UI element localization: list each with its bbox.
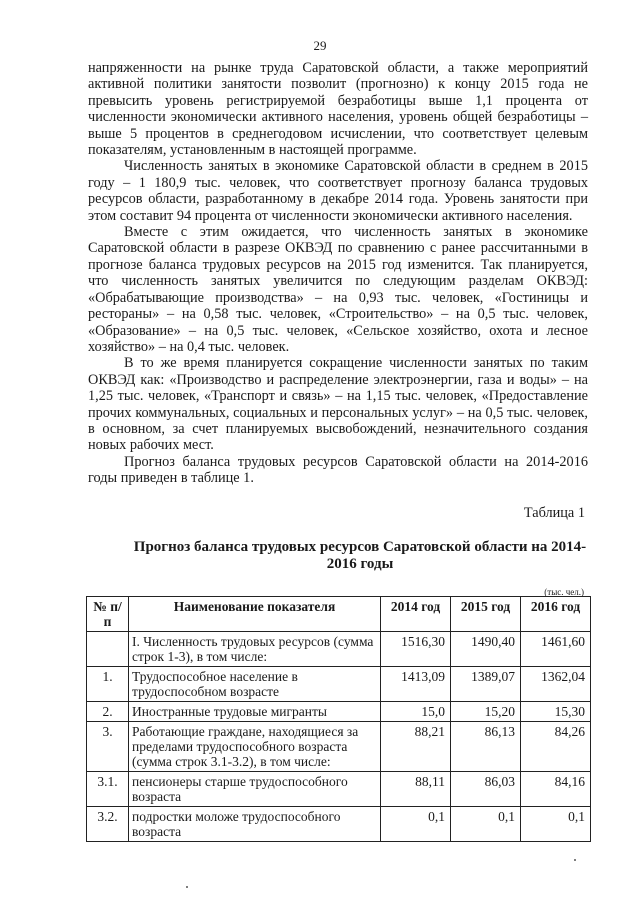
scan-speck (574, 859, 576, 861)
row-2015: 0,1 (451, 807, 521, 842)
unit-note: (тыс. чел.) (544, 587, 584, 597)
body-text (88, 60, 588, 487)
row-2014: 1413,09 (381, 667, 451, 702)
row-2016: 1461,60 (521, 632, 591, 667)
row-name: пенсионеры старше трудоспособного возраста (129, 772, 381, 807)
table-row (87, 667, 591, 702)
row-2016: 15,30 (521, 702, 591, 722)
row-name: Иностранные трудовые мигранты (129, 702, 381, 722)
table-row (87, 807, 591, 842)
row-num: 3.2. (87, 807, 129, 842)
row-2015: 1490,40 (451, 632, 521, 667)
page-number: 29 (313, 38, 327, 53)
row-2014: 88,21 (381, 722, 451, 772)
row-name: Трудоспособное население в трудоспособном возрасте (129, 667, 381, 702)
table-header-row (87, 597, 591, 632)
row-2014: 88,11 (381, 772, 451, 807)
row-num: 1. (87, 667, 129, 702)
row-num: 2. (87, 702, 129, 722)
header-2016: 2016 год (521, 597, 591, 632)
row-num: 3. (87, 722, 129, 772)
row-name: подростки моложе трудоспособного возраста (129, 807, 381, 842)
paragraph-1: напряженности на рынке труда Саратовской области, а также мероприятий активной политики занятости позволит (прогнозно) к концу 2015 года не превысить уровень регистрируемой безработицы выше 1,1 процента от численности экономически активного населения, уровень общей безработицы – выше 5 процентов в среднегодовом исчислении, что соответствует целевым показателям, установленным в настоящей программе. (88, 60, 588, 159)
row-2016: 84,16 (521, 772, 591, 807)
table-title: Прогноз баланса трудовых ресурсов Саратовской области на 2014-2016 годы (133, 539, 587, 572)
header-name: Наименование показателя (129, 597, 381, 632)
row-2014: 15,0 (381, 702, 451, 722)
forecast-table (86, 596, 591, 842)
header-num: № п/п (87, 597, 129, 632)
header-2014: 2014 год (381, 597, 451, 632)
row-2016: 1362,04 (521, 667, 591, 702)
paragraph-5: Прогноз баланса трудовых ресурсов Саратовской области на 2014-2016 годы приведен в таблице 1. (88, 453, 588, 487)
row-num (87, 632, 129, 667)
paragraph-4: В то же время планируется сокращение численности занятых по таким ОКВЭД как: «Производство и распределение электроэнергии, газа и воды» – на 1,25 тыс. человек, «Транспорт и связь» – на 1,15 тыс. человек, «Предоставление прочих коммунальных, социальных и персональных услуг» – на 0,5 тыс. человек, в основном, за счет планируемых высвобождений, незначительного создания новых рабочих мест. (88, 355, 588, 454)
row-2014: 0,1 (381, 807, 451, 842)
header-2015: 2015 год (451, 597, 521, 632)
row-2016: 0,1 (521, 807, 591, 842)
table-row (87, 702, 591, 722)
row-2015: 1389,07 (451, 667, 521, 702)
scan-speck (186, 886, 188, 888)
table-row (87, 632, 591, 667)
row-2015: 86,13 (451, 722, 521, 772)
row-2016: 84,26 (521, 722, 591, 772)
row-2015: 86,03 (451, 772, 521, 807)
table-label: Таблица 1 (523, 505, 585, 521)
row-num: 3.1. (87, 772, 129, 807)
row-name: Работающие граждане, находящиеся за пределами трудоспособного возраста (сумма строк 3.1-3.2), в том числе: (129, 722, 381, 772)
paragraph-3: Вместе с этим ожидается, что численность занятых в экономике Саратовской области в разрезе ОКВЭД по сравнению с ранее рассчитанными в прогнозе баланса трудовых ресурсов на 2015 год изменится. Так планируется, что численность занятых увеличится по следующим разделам ОКВЭД: «Обрабатывающие производства» – на 0,93 тыс. человек, «Гостиницы и рестораны» – на 0,58 тыс. человек, «Строительство» – на 0,5 тыс. человек, «Образование» – на 0,5 тыс. человек, «Сельское хозяйство, охота и лесное хозяйство» – на 0,4 тыс. человек. (88, 224, 588, 355)
row-name: I. Численность трудовых ресурсов (сумма строк 1-3), в том числе: (129, 632, 381, 667)
paragraph-2: Численность занятых в экономике Саратовской области в среднем в 2015 году – 1 180,9 тыс. человек, что соответствует прогнозу баланса трудовых ресурсов области, разработанному в декабре 2014 года. Уровень занятости при этом составит 94 процента от численности экономически активного населения. (88, 158, 588, 224)
row-2014: 1516,30 (381, 632, 451, 667)
table-row (87, 772, 591, 807)
row-2015: 15,20 (451, 702, 521, 722)
table-row (87, 722, 591, 772)
